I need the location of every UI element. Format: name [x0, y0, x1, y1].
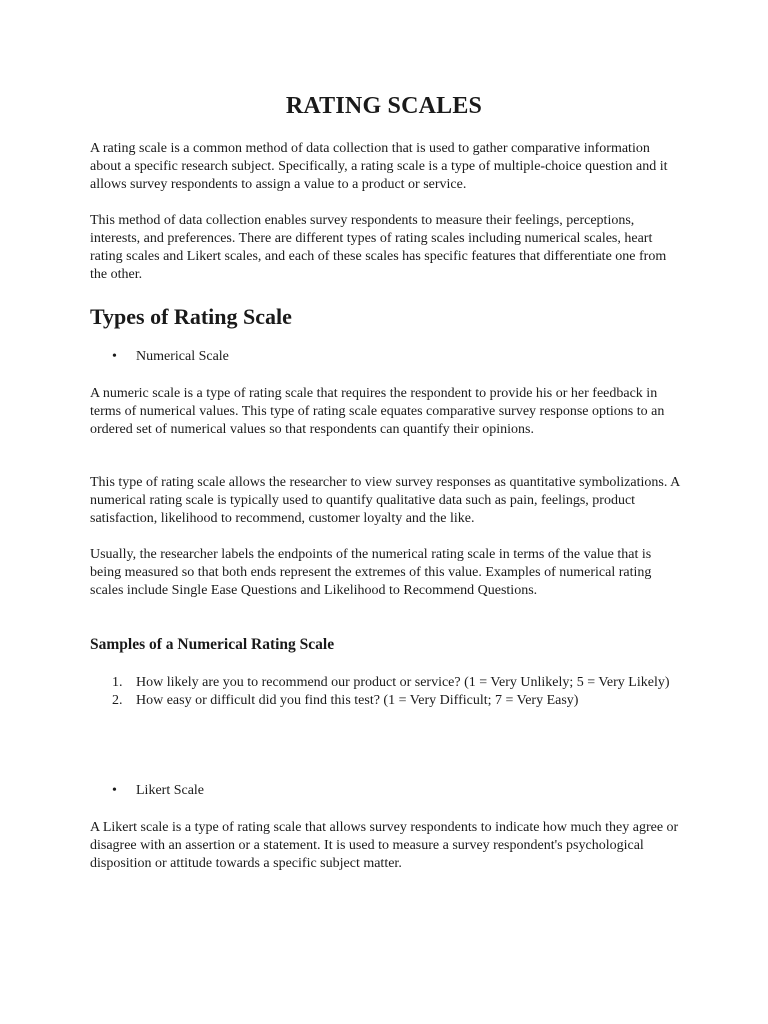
list-item-number: 1. — [112, 675, 123, 690]
list-item-number: 2. — [112, 693, 123, 708]
bullet-dot-icon: • — [112, 349, 117, 364]
list-item — [90, 692, 682, 710]
samples-heading: Samples of a Numerical Rating Scale — [90, 636, 335, 653]
samples-list — [90, 674, 682, 710]
numeric-paragraph-3: Usually, the researcher labels the endpoints of the numerical rating scale in terms of the value that is being measured so that both ends represent the extremes of this value. Examples of numerical rating scales include Single Ease Questions and Likelihood to Recommend Questions. — [90, 547, 652, 598]
bullet-label: Likert Scale — [136, 783, 205, 798]
list-item-text: How likely are you to recommend our product or service? (1 = Very Unlikely; 5 = Very Likely) — [136, 675, 670, 690]
intro-paragraph-2: This method of data collection enables survey respondents to measure their feelings, perceptions, interests, and preferences. There are different types of rating scales including numerical scales, heart rating scales and Likert scales, and each of these scales has specific features that differentiate one from the other. — [90, 213, 667, 282]
list-item-text: How easy or difficult did you find this test? (1 = Very Difficult; 7 = Very Easy) — [136, 693, 579, 708]
numeric-paragraph-2: This type of rating scale allows the researcher to view survey responses as quantitative symbolizations. A numerical rating scale is typically used to quantify qualitative data such as pain, feelings, product satisfaction, likelihood to recommend, customer loyalty and the like. — [90, 475, 680, 526]
bullet-label: Numerical Scale — [136, 349, 229, 364]
intro-paragraph-1: A rating scale is a common method of data collection that is used to gather comparative information about a specific research subject. Specifically, a rating scale is a type of multiple-choice question and it allows survey respondents to assign a value to a product or service. — [90, 141, 668, 192]
numeric-paragraph-1: A numeric scale is a type of rating scale that requires the respondent to provide his or her feedback in terms of numerical values. This type of rating scale equates comparative survey response options to an ordered set of numerical values so that respondents can quantify their opinions. — [90, 386, 665, 437]
likert-paragraph-1: A Likert scale is a type of rating scale that allows survey respondents to indicate how much they agree or disagree with an assertion or a statement. It is used to measure a survey respondent's psychological disposition or attitude towards a specific subject matter. — [90, 820, 679, 871]
bullet-dot-icon: • — [112, 783, 117, 798]
document-title: RATING SCALES — [285, 93, 483, 119]
list-item — [90, 674, 682, 692]
section-heading: Types of Rating Scale — [90, 304, 292, 329]
